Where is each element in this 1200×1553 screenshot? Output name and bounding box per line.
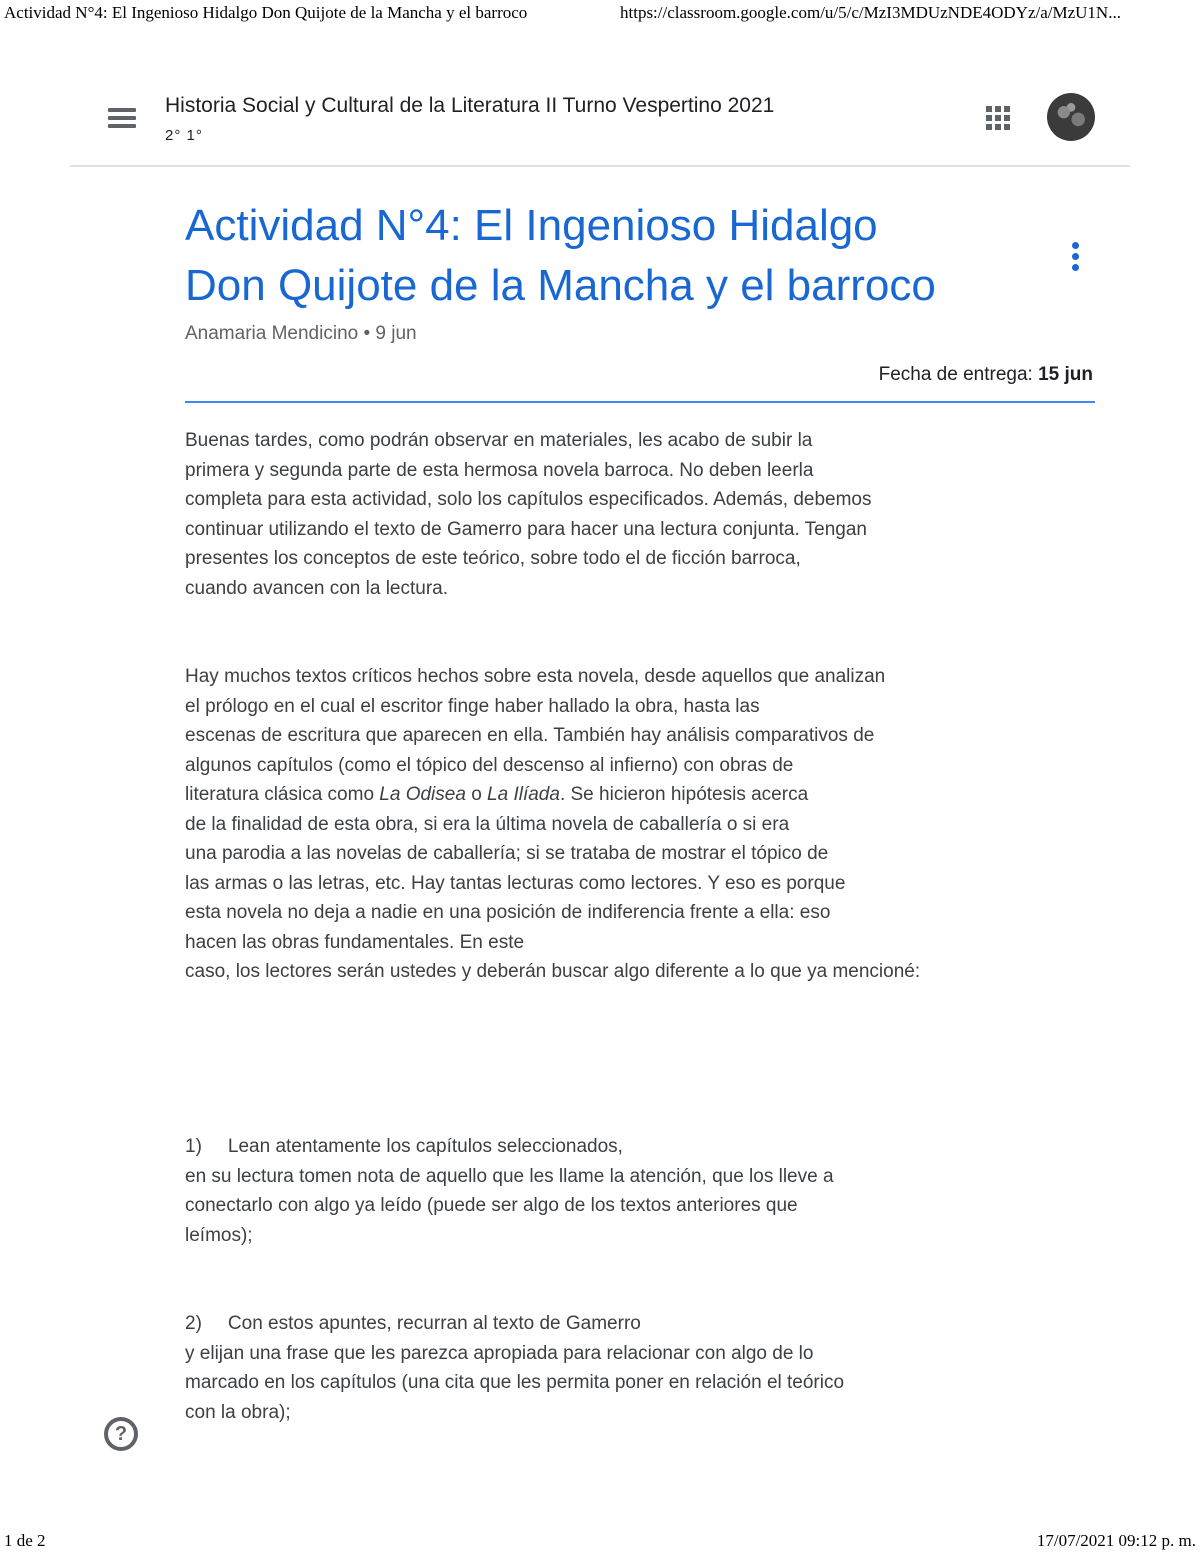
author-name: Anamaria Mendicino [185,323,359,344]
instructions-paragraph-2 [185,662,1065,987]
assignment-title-line-1: Actividad N°4: El Ingenioso Hidalgo [185,201,878,250]
text-line [185,780,1065,810]
hamburger-menu-icon[interactable] [108,106,138,130]
account-avatar[interactable] [1047,93,1095,141]
text-line [185,1132,1065,1162]
text-segment: literatura clásica como [185,784,380,805]
text-line: Hay muchos textos críticos hechos sobre esta novela, desde aquellos que analizan [185,666,886,687]
help-circle-icon[interactable]: ? [104,1417,138,1451]
text-line: hacen las obras fundamentales. En este [185,931,525,953]
book-title-odisea: La Odisea [379,784,466,805]
text-line: esta novela no deja a nadie en una posición de indiferencia frente a ella: eso [185,902,831,923]
text-segment: Con estos apuntes, recurran al texto de Gamerro [227,1313,641,1334]
text-line: presentes los conceptos de este teórico, sobre todo el de ficción barroca, [185,548,801,569]
text-segment: Lean atentamente los capítulos seleccionados, [227,1136,623,1157]
text-line: las armas o las letras, etc. Hay tantas lecturas como lectores. Y eso es porque [185,872,846,894]
book-title-iliada: La Ilíada [487,784,560,805]
text-line: primera y segunda parte de esta hermosa novela barroca. No deben leerla [185,459,814,481]
print-footer [0,1528,1200,1552]
text-segment: o [465,784,488,805]
author-line [185,323,417,345]
text-line: Buenas tardes, como podrán observar en materiales, les acabo de subir la [185,430,813,451]
text-line: marcado en los capítulos (una cita que les permita poner en relación el teórico [185,1372,845,1393]
instruction-item-2 [185,1309,1065,1427]
text-segment: . Se hicieron hipótesis acerca [559,784,809,805]
item-number: 1) [185,1136,202,1157]
text-line: una parodia a las novelas de caballería; si se trataba de mostrar el tópico de [185,843,829,864]
text-line: y elijan una frase que les parezca apropiada para relacionar con algo de lo [185,1342,814,1364]
print-header-title: Actividad N°4: El Ingenioso Hidalgo Don Quijote de la Mancha y el barroco [4,3,528,22]
due-date-line [879,364,1093,386]
text-line [185,1309,1065,1339]
item-number: 2) [185,1313,202,1334]
text-line: leímos); [185,1224,253,1246]
text-line: completa para esta actividad, solo los capítulos especificados. Además, debemos [185,489,872,510]
assignment-title-line-2: Don Quijote de la Mancha y el barroco [185,261,936,310]
text-line: escenas de escritura que aparecen en ella. También hay análisis comparativos de [185,725,875,746]
assignment-title [185,196,1045,316]
due-label: Fecha de entrega: [878,364,1033,385]
print-datetime: 17/07/2021 09:12 p. m. [1036,1531,1196,1550]
text-line: continuar utilizando el texto de Gamerro para hacer una lectura conjunta. Tengan [185,518,867,540]
apps-grid-icon[interactable] [986,106,1014,134]
due-date: 15 jun [1038,364,1093,385]
course-title[interactable]: Historia Social y Cultural de la Literatura II Turno Vespertino 2021 [165,94,775,117]
text-line: en su lectura tomen nota de aquello que les llame la atención, que los lleve a [185,1165,834,1187]
print-header [0,0,1200,30]
instruction-item-1 [185,1132,1065,1250]
instructions-paragraph-1 [185,426,1065,603]
text-line: cuando avancen con la lectura. [185,577,449,599]
more-options-icon[interactable] [1070,242,1082,272]
text-line: el prólogo en el cual el escritor finge haber hallado la obra, hasta las [185,695,760,717]
text-line: caso, los lectores serán ustedes y deberán buscar algo diferente a lo que ya mencioné: [185,961,921,982]
text-line: conectarlo con algo ya leído (puede ser algo de los textos anteriores que [185,1195,798,1216]
print-header-url: https://classroom.google.com/u/5/c/MzI3MDUzNDE4ODYz/a/MzU1N... [620,3,1121,22]
text-line: de la finalidad de esta obra, si era la última novela de caballería o si era [185,813,790,835]
text-line: con la obra); [185,1401,291,1423]
top-app-bar [70,80,1130,167]
course-section: 2° 1° [165,127,203,144]
text-line: algunos capítulos (como el tópico del descenso al infierno) con obras de [185,754,794,776]
post-date: 9 jun [375,323,417,344]
header-divider [185,401,1095,403]
separator-dot: • [363,323,376,344]
page-counter: 1 de 2 [4,1531,46,1550]
